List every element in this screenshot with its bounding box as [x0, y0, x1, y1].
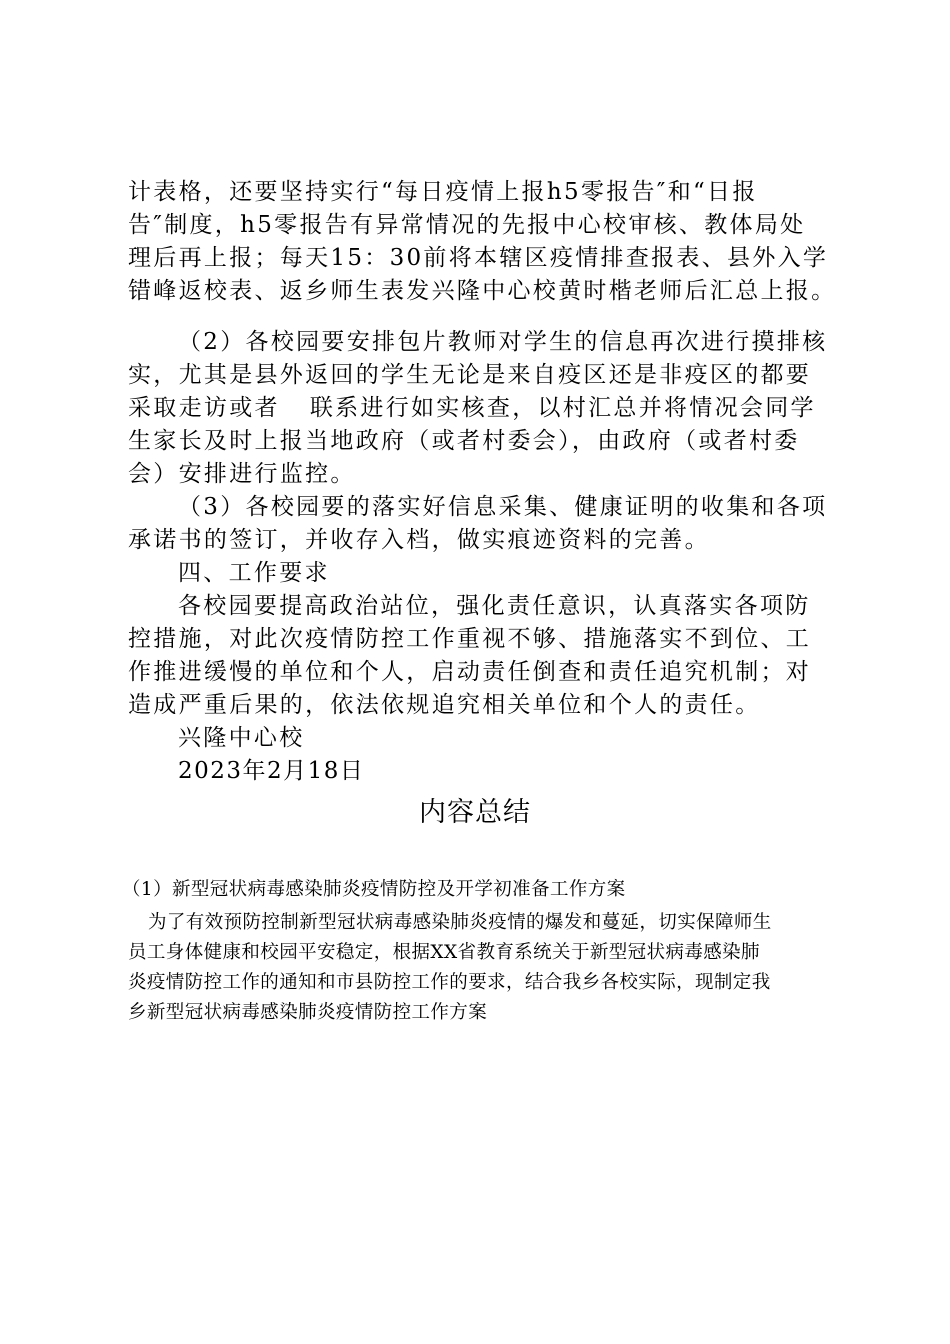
body-line: 会）安排进行监控。	[128, 461, 356, 487]
summary-line: 炎疫情防控工作的通知和市县防控工作的要求，结合我乡各校实际，现制定我	[128, 972, 771, 993]
body-line: 计表格，还要坚持实行“每日疫情上报h5零报告″和“日报	[128, 179, 758, 205]
body-line: 实，尤其是县外返回的学生无论是来自疫区还是非疫区的都要	[128, 362, 812, 388]
body-line: 作推进缓慢的单位和个人，启动责任倒查和责任追究机制；对	[128, 659, 812, 685]
body-text-fragment: 联系进行如实核查，以村汇总并将情况会同学	[309, 395, 816, 421]
summary-line: 为了有效预防控制新型冠状病毒感染肺炎疫情的爆发和蔓延，切实保障师生	[148, 912, 772, 933]
body-line: 错峰返校表、返乡师生表发兴隆中心校黄时楷老师后汇总上报。	[128, 278, 837, 304]
body-line: 承诺书的签订，并收存入档，做实痕迹资料的完善。	[128, 527, 710, 553]
section-heading: 四、工作要求	[178, 560, 330, 586]
body-line: 告″制度，h5零报告有异常情况的先报中心校审核、教体局处	[128, 212, 806, 238]
body-line: 理后再上报；每天15：30前将本辖区疫情排查报表、县外入学	[128, 245, 829, 271]
signature-org: 兴隆中心校	[178, 725, 305, 751]
summary-title: 内容总结	[419, 797, 531, 828]
body-text-fragment: 采取走访或者	[128, 395, 280, 421]
summary-line: 乡新型冠状病毒感染肺炎疫情防控工作方案	[128, 1002, 488, 1023]
summary-line: （1）新型冠状病毒感染肺炎疫情防控及开学初准备工作方案	[122, 879, 626, 900]
body-line: 控措施，对此次疫情防控工作重视不够、措施落实不到位、工	[128, 626, 812, 652]
body-line	[128, 391, 816, 425]
document-date: 2023年2月18日	[178, 758, 365, 784]
summary-line: 员工身体健康和校园平安稳定，根据XX省教育系统关于新型冠状病毒感染肺	[128, 942, 760, 963]
body-line: 各校园要提高政治站位，强化责任意识，认真落实各项防	[178, 593, 811, 619]
body-line: 生家长及时上报当地政府（或者村委会），由政府（或者村委	[128, 428, 800, 454]
body-line: （3）各校园要的落实好信息采集、健康证明的收集和各项	[178, 494, 828, 520]
body-line: 造成严重后果的，依法依规追究相关单位和个人的责任。	[128, 692, 761, 718]
body-line: （2）各校园要安排包片教师对学生的信息再次进行摸排核	[178, 329, 828, 355]
